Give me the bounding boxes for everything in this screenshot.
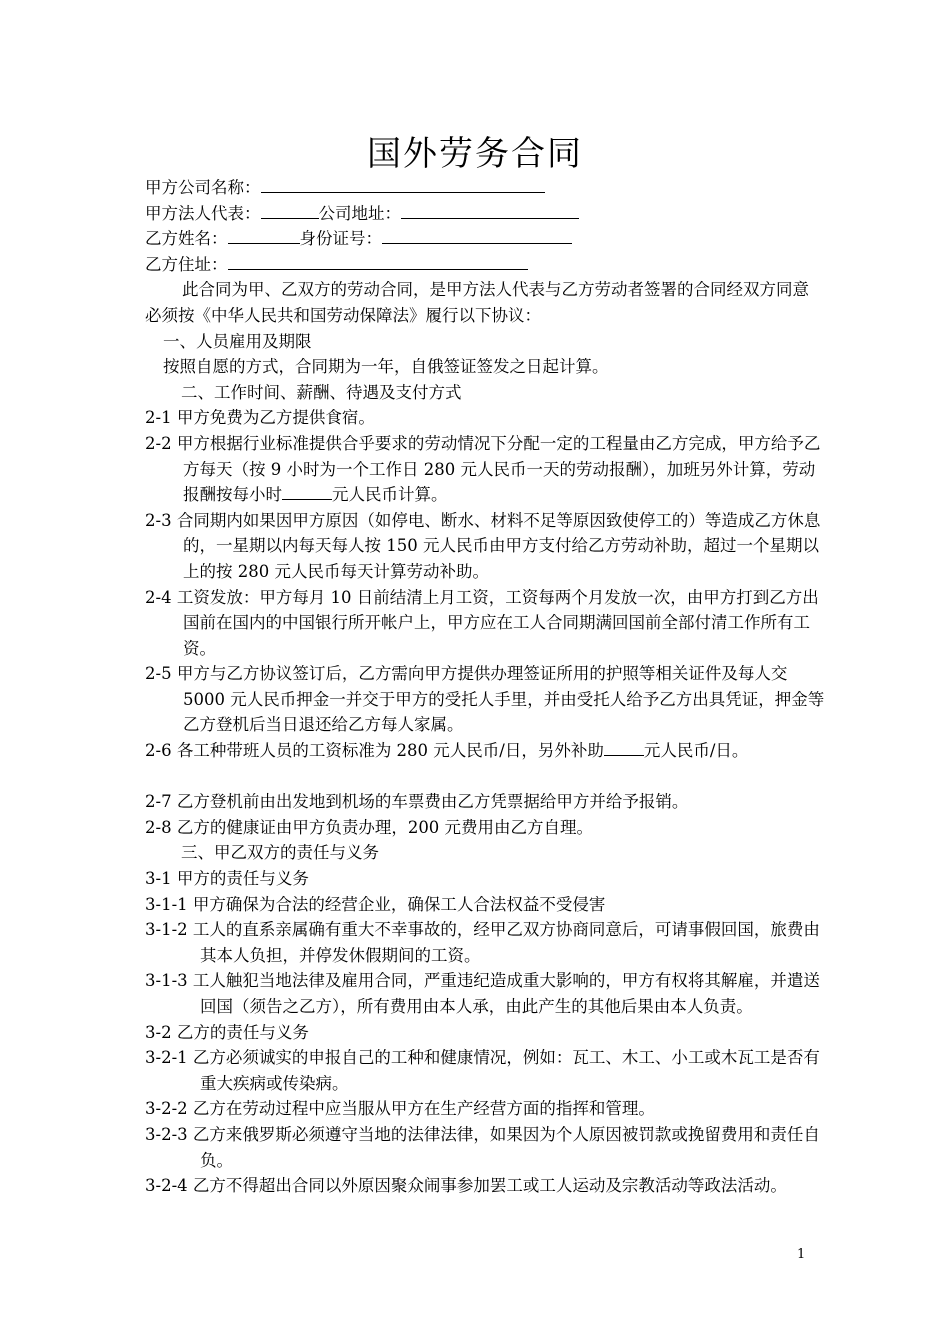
id-number-label: 身份证号： [299,229,382,249]
company-address-label: 公司地址： [318,203,401,223]
page-number: 1 [797,1247,806,1262]
clause-2-6-unit: 元人民币/日。 [643,741,749,761]
clause-2-2-text: 2-2 甲方根据行业标准提供合乎要求的劳动情况下分配一定的工程量由乙方完成，甲方给予乙方每天（按 9 小时为一个工作日 280 元人民币一天的劳动报酬），加班另外计算，劳动报酬按每小时 [145,433,821,505]
legal-rep-label: 甲方法人代表： [145,203,261,223]
clause-2-2-unit: 元人民币计算。 [332,485,448,505]
section-3-heading: 三、甲乙双方的责任与义务 [181,843,379,863]
party-b-name-blank[interactable] [228,227,300,244]
clause-3-1-2: 3-1-2 工人的直系亲属确有重大不幸事故的，经甲乙双方协商同意后，可请事假回国，旅费由其本人负担，并停发休假期间的工资。 [145,920,820,965]
section-1-heading: 一、人员雇用及期限 [163,331,312,351]
legal-rep-blank[interactable] [261,202,319,219]
party-b-address-blank[interactable] [228,253,528,270]
company-name-blank[interactable] [261,176,545,193]
company-address-blank[interactable] [401,202,579,219]
section-2-heading: 二、工作时间、薪酬、待遇及支付方式 [181,382,462,402]
id-number-blank[interactable] [382,227,572,244]
intro-paragraph: 此合同为甲、乙双方的劳动合同，是甲方法人代表与乙方劳动者签署的合同经双方同意必须按《中华人民共和国劳动保障法》履行以下协议： [145,280,809,325]
allowance-blank[interactable] [604,739,644,756]
overtime-rate-blank[interactable] [282,483,332,500]
blank-line [145,764,825,790]
clause-3-2: 3-2 乙方的责任与义务 [145,1022,309,1042]
home-address-line [145,252,825,278]
clause-2-4: 2-4 工资发放：甲方每月 10 日前结清上月工资，工资每两个月发放一次，由甲方打到乙方出国前在国内的中国银行所开帐户上，甲方应在工人合同期满回国前全部付清工作所有工资。 [145,587,819,658]
clause-2-7: 2-7 乙方登机前由出发地到机场的车票费由乙方凭票据给甲方并给予报销。 [145,792,689,812]
clause-3-1: 3-1 甲方的责任与义务 [145,869,309,889]
name-id-line [145,226,825,252]
clause-2-8: 2-8 乙方的健康证由甲方负责办理，200 元费用由乙方自理。 [145,817,594,837]
company-name-line [145,175,825,201]
section-1-text: 按照自愿的方式，合同期为一年，自俄签证签发之日起计算。 [163,357,609,377]
clause-2-5: 2-5 甲方与乙方协议签订后，乙方需向甲方提供办理签证所用的护照等相关证件及每人交 5000 元人民币押金一并交于甲方的受托人手里，并由受托人给予乙方出具凭证，押金等乙方登机后当日退还给乙方每人家属。 [145,664,825,735]
clause-2-1: 2-1 甲方免费为乙方提供食宿。 [145,408,375,428]
clause-3-2-4: 3-2-4 乙方不得超出合同以外原因聚众闹事参加罢工或工人运动及宗教活动等政法活动。 [145,1176,787,1196]
clause-2-2 [145,431,825,508]
clause-2-3: 2-3 合同期内如果因甲方原因（如停电、断水、材料不足等原因致使停工的）等造成乙方休息的，一星期以内每天每人按 150 元人民币由甲方支付给乙方劳动补助，超过一个星期以上的按 280 元人民币每天计算劳动补助。 [145,510,821,581]
rep-address-line [145,201,825,227]
clause-3-2-3: 3-2-3 乙方来俄罗斯必须遵守当地的法律法律，如果因为个人原因被罚款或挽留费用和责任自负。 [145,1124,820,1170]
clause-2-6-text: 2-6 各工种带班人员的工资标准为 280 元人民币/日，另外补助 [145,741,604,761]
document-body [145,175,825,1199]
clause-3-2-1: 3-2-1 乙方必须诚实的申报自己的工种和健康情况，例如：瓦工、木工、小工或木瓦工是否有重大疾病或传染病。 [145,1048,820,1093]
party-b-name-label: 乙方姓名： [145,229,228,249]
party-b-address-label: 乙方住址： [145,254,228,274]
document-title: 国外劳务合同 [367,134,583,174]
clause-2-6 [145,738,825,764]
clause-3-1-1: 3-1-1 甲方确保为合法的经营企业，确保工人合法权益不受侵害 [145,894,606,914]
clause-3-2-2: 3-2-2 乙方在劳动过程中应当服从甲方在生产经营方面的指挥和管理。 [145,1099,655,1119]
clause-3-1-3: 3-1-3 工人触犯当地法律及雇用合同，严重违纪造成重大影响的，甲方有权将其解雇，并遣送回国（须告之乙方），所有费用由本人承，由此产生的其他后果由本人负责。 [145,971,820,1016]
company-name-label: 甲方公司名称： [145,178,261,197]
